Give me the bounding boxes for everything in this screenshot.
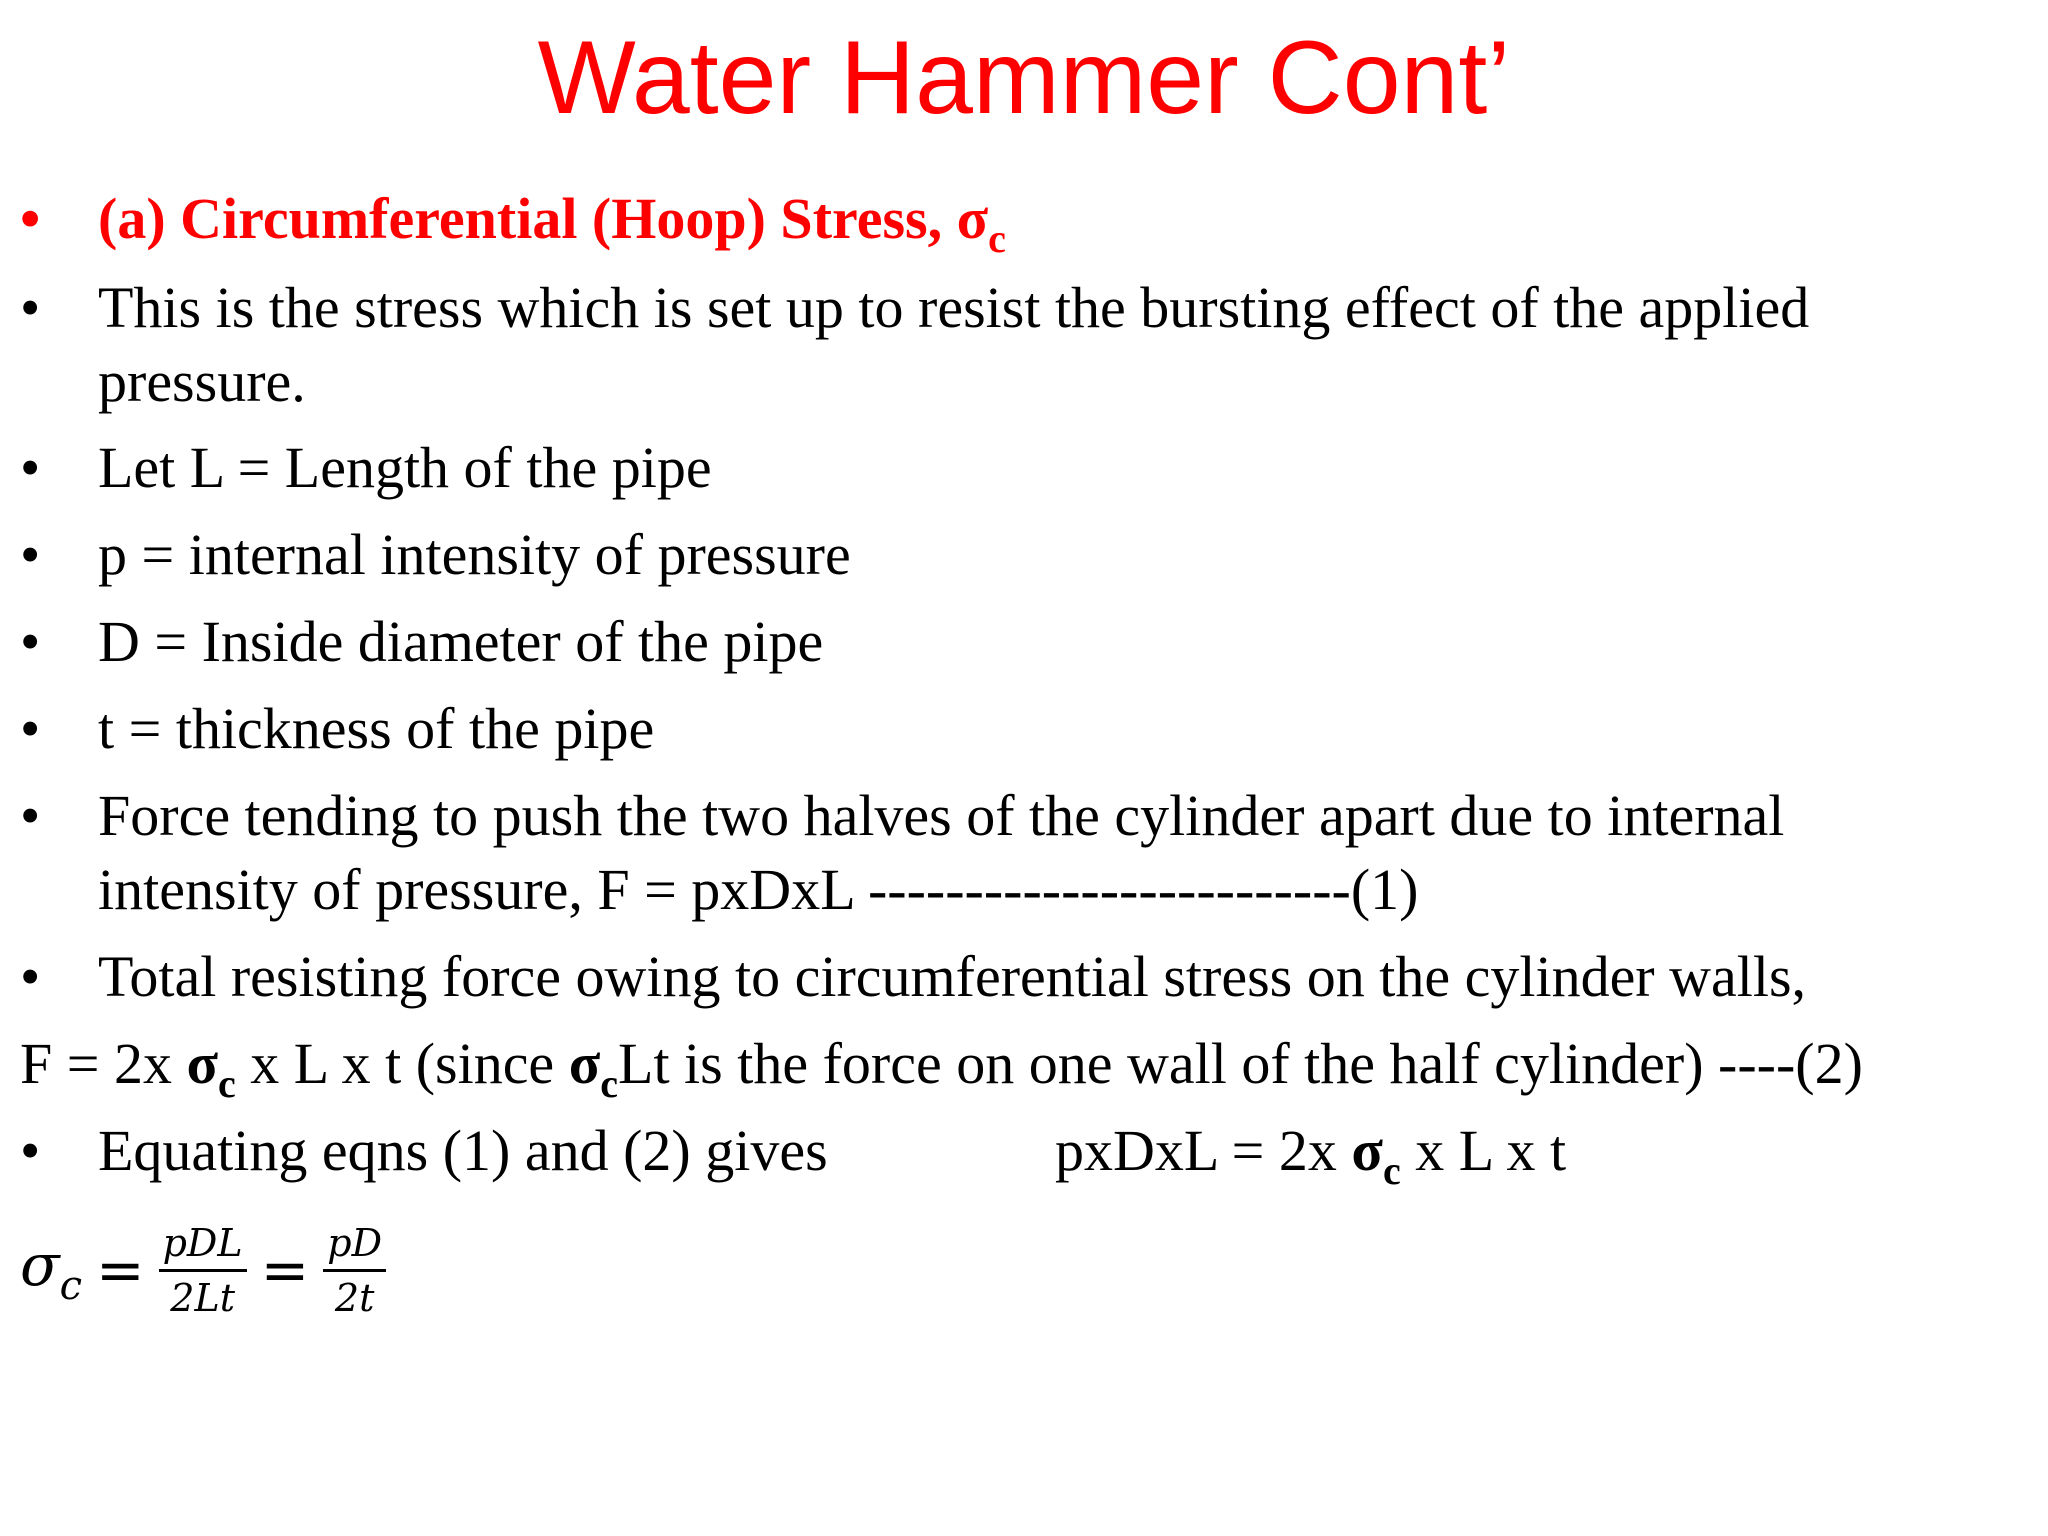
fraction-1-numerator: pDL [162,1220,243,1265]
eq2-sigma-sub: c [218,1061,236,1106]
fraction-2-numerator: pD [327,1220,383,1265]
eq2-sigma2: σ [568,1031,601,1096]
definition-p: p = internal intensity of pressure [98,522,851,587]
bullet-marker: • [20,783,41,848]
formula-lhs [20,1231,82,1309]
bullet-marker: • [20,186,41,251]
slide-title: Water Hammer Cont’ [537,20,1511,136]
equating-rhs-part1: pxDxL = 2x [1055,1118,1352,1183]
equating-sigma-sub: c [1382,1148,1401,1193]
fraction-2-denominator: 2t [334,1275,375,1320]
eq2-sigma2-sub: c [600,1061,619,1106]
fraction-pD-over-2t [323,1221,386,1320]
bullet-marker: • [20,275,41,340]
intro-line-2: pressure. [98,349,306,414]
formula-equals-2: = [260,1236,310,1304]
eq2-part3: Lt is the force on one wall of the half cylinder) ----(2) [618,1031,1863,1096]
fraction-pDL-over-2Lt [159,1221,247,1320]
equating-rhs-part2: x L x t [1400,1118,1567,1183]
hoop-stress-formula [20,1200,386,1340]
fraction-1-denominator: 2Lt [170,1275,235,1320]
force-line-1: Force tending to push the two halves of the cylinder apart due to internal [98,783,1785,848]
bullet-marker: • [20,435,41,500]
formula-sigma-sub: c [59,1263,82,1309]
heading-sigma-sub: c [988,216,1006,261]
bullet-marker: • [20,696,41,761]
bullet-marker: • [20,944,41,1009]
eq2-part1: F = 2x [20,1031,187,1096]
bullet-marker: • [20,522,41,587]
resisting-force-line: Total resisting force owing to circumferential stress on the cylinder walls, [98,944,1807,1009]
force-line-2: intensity of pressure, F = pxDxL -------------------------(1) [98,857,1419,922]
intro-line-1: This is the stress which is set up to resist the bursting effect of the applied [98,275,1810,340]
definition-t: t = thickness of the pipe [98,696,655,761]
equating-text: Equating eqns (1) and (2) gives [98,1118,828,1183]
bullet-marker: • [20,609,41,674]
heading-text: (a) Circumferential (Hoop) Stress, [98,186,957,251]
formula-sigma: σ [20,1231,60,1299]
definition-L: Let L = Length of the pipe [98,435,712,500]
definition-D: D = Inside diameter of the pipe [98,609,824,674]
section-heading [98,183,1006,275]
equation-2 [20,1028,1863,1120]
formula-equals-1: = [96,1236,145,1304]
bullet-marker: • [20,1118,41,1183]
equating-sigma: σ [1351,1118,1383,1183]
heading-sigma: σ [956,186,989,251]
equating-rhs [1055,1115,1566,1207]
eq2-part2: x L x t (since [235,1031,569,1096]
eq2-sigma: σ [186,1031,219,1096]
